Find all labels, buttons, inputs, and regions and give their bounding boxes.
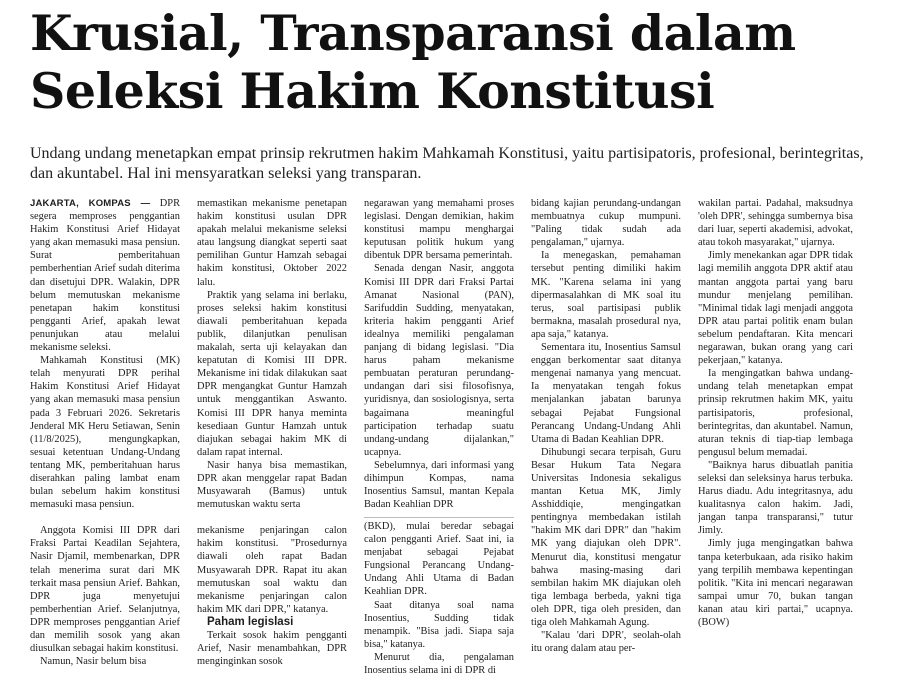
column-4	[531, 197, 681, 695]
paragraph: Sementara itu, Inosentius Samsul enggan berkomentar saat ditanya mengenai namanya yang mencuat. Ia menyatakan tengah fokus menjalankan jabatan barunya sebagai Pejabat Fungsional Perancang Undang-Undang Ahli Utama di Badan Keahlian DPR.	[531, 342, 681, 445]
paragraph: Saat ditanya soal nama Inosentius, Sudding tidak menampik. "Bisa jadi. Siapa saja bisa," katanya.	[364, 599, 514, 650]
paragraph: "Kalau 'dari DPR', seolah-olah itu orang dalam atau per-	[531, 630, 681, 655]
paragraph: Dihubungi secara terpisah, Guru Besar Hukum Tata Negara Universitas Indonesia sekaligus mantan Ketua MK, Jimly Asshiddiqie, mengingatkan pentingnya membedakan istilah "hakim MK dari DPR" dan "hakim MK yang diajukan oleh DPR". Menurut dia, konstitusi mengatur bahwa masing-masing dari sembilan hakim MK diajukan oleh tiga lembaga berbeda, yakni tiga oleh DPR, tiga oleh presiden, dan tiga oleh Mahkamah Agung.	[531, 446, 681, 628]
column-5	[698, 197, 853, 695]
lead-paragraph	[30, 197, 180, 354]
paragraph: bidang kajian perundang-undangan membuatnya cukup mumpuni. "Paling tidak sudah ada pengalaman," ujarnya.	[531, 198, 681, 249]
column-2	[197, 197, 347, 695]
section-subtitle: Paham legislasi	[207, 615, 294, 628]
headline: Krusial, Transparansi dalam Seleksi Hakim Konstitusi	[30, 4, 796, 120]
paragraph: Senada dengan Nasir, anggota Komisi III DPR dari Fraksi Partai Amanat Nasional (PAN), Sarifuddin Sudding, menyatakan, kriteria hakim pengganti Arief idealnya memiliki pengalaman panjang di bidang legislasi. "Dia harus paham mekanisme pembuatan peraturan perundang-undangan dari sisi filosofisnya, yuridisnya, dan sosiologisnya, serta bagaimana meaningful participation terhadap suatu undang-undang dijalankan," ucapnya.	[364, 263, 514, 458]
paragraph: Ia menegaskan, pemahaman tersebut penting dimiliki hakim MK. "Karena selama ini yang dipermasalahkan di MK soal itu terus, soal partisipasi publik bermakna, masalah prosedural nya, apa saja," katanya.	[531, 250, 681, 340]
paragraph: Anggota Komisi III DPR dari Fraksi Partai Keadilan Sejahtera, Nasir Djamil, membenarkan, DPR telah menerima surat dari MK terkait masa pensiun Arief. Bahkan, DPR juga menyetujui pemberhentian Arief. Selanjutnya, DPR memproses penggantian Arief dan memilih sosok yang akan diusulkan sebagai hakim konstitusi.	[30, 525, 180, 655]
paragraph: Ia mengingatkan bahwa undang-undang telah menetapkan empat prinsip rekrutmen hakim MK, yaitu partisipatoris, profesional, berintegritas, dan akuntabel. Namun, aturan teknis di tiap-tiap lembaga pengusul belum memadai.	[698, 368, 853, 458]
paragraph: Namun, Nasir belum bisa	[40, 656, 147, 668]
paragraph: Jimly juga mengingatkan bahwa tanpa keterbukaan, ada risiko hakim yang terpilih membawa kepentingan politik. "Kita ini mencari negarawan sampai umur 70, bukan tangan kanan atau kiri partai," ucapnya. (BOW)	[698, 538, 853, 628]
paragraph: (BKD), mulai beredar sebagai calon pengganti Arief. Saat ini, ia menjabat sebagai Pejabat Fungsional Perancang Undang-Undang Ahli Utama di Badan Keahlian DPR.	[364, 521, 514, 598]
dateline: JAKARTA, KOMPAS —	[30, 198, 151, 209]
paragraph: "Baiknya harus dibuatlah panitia seleksi dan seleksinya harus terbuka. Harus diadu. Adu integritasnya, adu kualitasnya calon hakim. Jadi, jangan tanpa transparansi," tutur Jimly.	[698, 459, 853, 537]
subheadline: Undang undang menetapkan empat prinsip rekrutmen hakim Mahkamah Konstitusi, yaitu partisipatoris, profesional, berintegritas, dan akuntabel. Hal ini mensyaratkan seleksi yang transparan.	[30, 145, 864, 182]
column-divider	[364, 517, 514, 518]
paragraph: Jimly menekankan agar DPR tidak lagi memilih anggota DPR aktif atau mantan anggota partai yang baru mundur menjelang pemilihan. "Minimal tidak lagi menjadi anggota DPR atau partai politik enam bulan sebelum pendaftaran. Kita mencari negarawan, bukan orang yang cari pekerjaan," katanya.	[698, 250, 853, 367]
column-3-continued	[364, 520, 514, 695]
column-1	[30, 197, 180, 695]
paragraph: wakilan partai. Padahal, maksudnya 'oleh DPR', sehingga sumbernya bisa dari luar, seperti akademisi, advokat, atau tokoh masyarakat," ujarnya.	[698, 198, 853, 249]
paragraph: Nasir hanya bisa memastikan, DPR akan menggelar rapat Badan Musyawarah (Bamus) untuk memutuskan waktu serta	[197, 459, 347, 511]
paragraph: Mahkamah Konstitusi (MK) telah menyurati DPR perihal Hakim Konstitusi Arief Hidayat yang akan memasuki masa pensiun pada 3 Februari 2026. Sekretaris Jenderal MK Heru Setiawan, Senin (11/8/2025), mengungkapkan, sesuai ketentuan Undang-Undang tentang MK, pemberitahuan harus diserahkan paling lambat enam bulan sebelum hakim konstitusi memasuki masa pensiun.	[30, 355, 180, 511]
paragraph: Sebelumnya, dari informasi yang dihimpun Kompas, nama Inosentius Samsul, mantan Kepala Badan Keahlian DPR	[364, 459, 514, 511]
paragraph: Praktik yang selama ini berlaku, proses seleksi hakim konstitusi diawali pemberitahuan kepada publik, dilanjutkan penulisan makalah, serta uji kelayakan dan kepatutan di Komisi III DPR. Mekanisme ini tidak dilakukan saat DPR mengangkat Guntur Hamzah untuk menggantikan Aswanto. Komisi III DPR hanya meminta kesediaan Guntur Hamzah untuk diajukan sebagai hakim MK di dalam rapat internal.	[197, 289, 347, 458]
paragraph-text: DPR segera memproses penggantian Hakim Konstitusi Arief Hidayat yang akan memasuki masa pensiun. Surat pemberitahuan pemberhentian Arief sudah diterima dan disetujui DPR. Walakin, DPR belum memutuskan mekanisme penetapan hakim konstitusi pengganti Arief, apakah lewat penunjukan atau melalui mekanisme seleksi.	[30, 198, 180, 354]
paragraph: negarawan yang memahami proses legislasi. Dengan demikian, hakim konstitusi mampu menghargai keputusan politik hukum yang dibentuk DPR bersama pemerintah.	[364, 198, 514, 262]
paragraph: memastikan mekanisme penetapan hakim konstitusi usulan DPR apakah melalui mekanisme seleksi atau langsung diangkat seperti saat pemilihan Guntur Hamzah sebagai hakim konstitusi, Oktober 2022 lalu.	[197, 198, 347, 288]
paragraph: Menurut dia, pengalaman Inosentius selama ini di DPR di	[364, 651, 514, 677]
paragraph: mekanisme penjaringan calon hakim konstitusi. "Prosedurnya diawali oleh rapat Badan Musyawarah DPR. Rapat itu akan memutuskan soal waktu dan mekanisme penjaringan calon hakim MK dari DPR," katanya.	[197, 525, 347, 615]
paragraph: Terkait sosok hakim pengganti Arief, Nasir menambahkan, DPR menginginkan sosok	[197, 630, 347, 668]
column-3	[364, 197, 514, 515]
